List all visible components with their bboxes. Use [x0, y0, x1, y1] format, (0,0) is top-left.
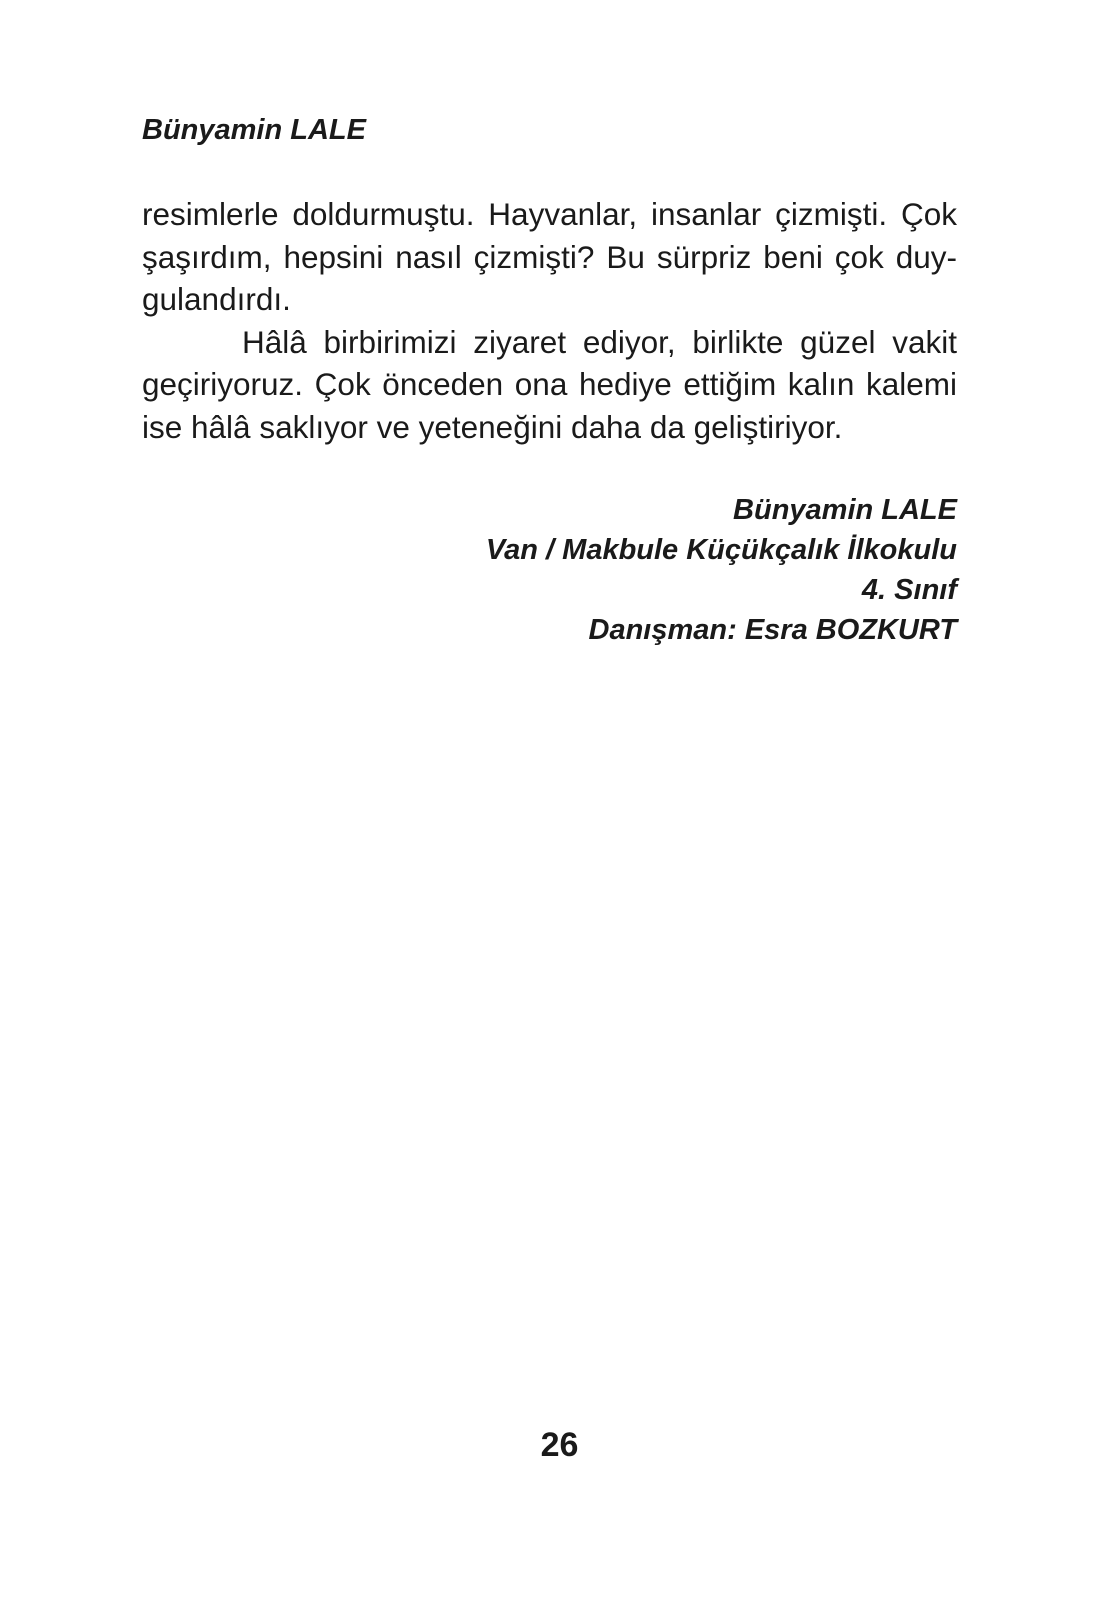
page-number: 26: [540, 1426, 579, 1464]
body-line: geçiriyoruz. Çok önceden ona hediye ettiğim kalın kalemi: [142, 366, 957, 402]
body-line: gulandırdı.: [142, 281, 291, 317]
body-line: Hâlâ birbirimizi ziyaret ediyor, birlikte güzel vakit: [242, 323, 957, 360]
body-line: şaşırdım, hepsini nasıl çizmişti? Bu sürpriz beni çok duy-: [142, 238, 957, 275]
body-line: resimlerle doldurmuştu. Hayvanlar, insanlar çizmişti. Çok: [142, 196, 957, 232]
body-line: ise hâlâ saklıyor ve yeteneğini daha da geliştiriyor.: [142, 408, 843, 445]
signature-name: Bünyamin LALE: [733, 494, 957, 526]
running-header-author: Bünyamin LALE: [142, 114, 366, 146]
signature-grade: 4. Sınıf: [861, 574, 957, 606]
signature-school: Van / Makbule Küçükçalık İlkokulu: [485, 534, 957, 566]
signature-advisor: Danışman: Esra BOZKURT: [588, 614, 957, 646]
body-text: [142, 193, 957, 448]
signature-block: [486, 490, 957, 650]
